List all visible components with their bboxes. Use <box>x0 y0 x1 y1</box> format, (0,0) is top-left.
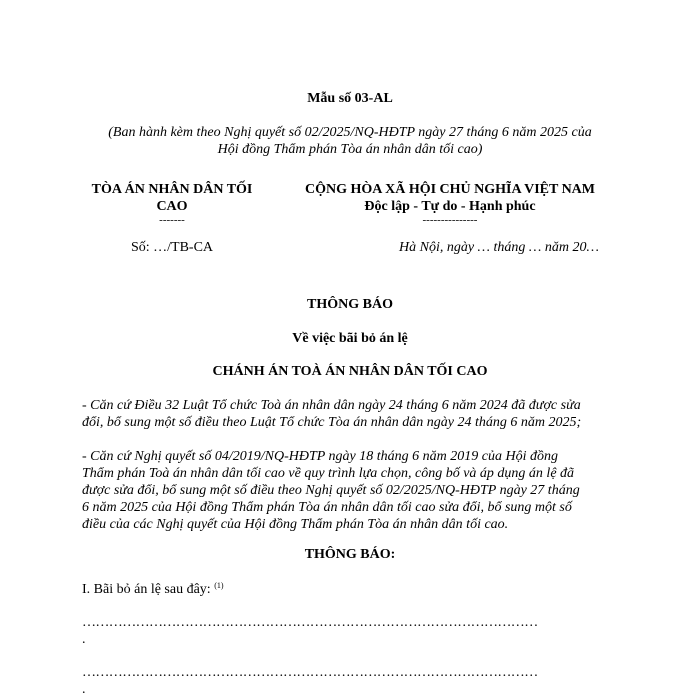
issued-line-2: Hội đồng Thẩm phán Tòa án nhân dân tối cao) <box>217 142 483 157</box>
agency-name-line-2: CAO <box>156 199 188 214</box>
basis-paragraph-2-line-2: Thẩm phán Toà án nhân dân tối cao về quy trình lựa chọn, công bố và áp dụng án lệ đã <box>82 466 575 481</box>
issued-line-1: (Ban hành kèm theo Nghị quyết số 02/2025/NQ-HĐTP ngày 27 tháng 6 năm 2025 của <box>108 125 592 140</box>
basis-paragraph-2-line-3: được sửa đổi, bổ sung một số điều theo Nghị quyết số 02/2025/NQ-HĐTP ngày 27 tháng <box>82 483 580 498</box>
basis-paragraph-2-line-4: 6 năm 2025 của Hội đồng Thẩm phán Tòa án nhân dân tối cao sửa đổi, bổ sung một số <box>82 500 572 515</box>
notice-title: THÔNG BÁO <box>307 297 393 312</box>
basis-paragraph-1-line-2: đổi, bổ sung một số điều theo Luật Tổ chức Tòa án nhân dân ngày 24 tháng 6 năm 2025; <box>82 415 582 430</box>
item-1-footnote-ref: (1) <box>214 581 224 590</box>
notice-subject: Về việc bãi bỏ án lệ <box>292 331 408 346</box>
blank-line-1: ………………………………………………………………………………………… <box>82 615 538 630</box>
form-code: Mẫu số 03-AL <box>307 91 393 106</box>
basis-paragraph-1-line-1: - Căn cứ Điều 32 Luật Tổ chức Toà án nhân dân ngày 24 tháng 6 năm 2024 đã được sửa <box>82 398 581 413</box>
country-name: CỘNG HÒA XÃ HỘI CHỦ NGHĨA VIỆT NAM <box>304 182 595 197</box>
country-rule: --------------- <box>422 214 478 226</box>
item-1-label: I. Bãi bỏ án lệ sau đây: <box>82 582 211 597</box>
blank-line-2-end: . <box>82 682 86 697</box>
basis-paragraph-2-line-5: điều của các Nghị quyết của Hội đồng Thẩm phán Tòa án nhân dân tối cao. <box>82 517 509 532</box>
basis-paragraph-2-line-1: - Căn cứ Nghị quyết số 04/2019/NQ-HĐTP ngày 18 tháng 6 năm 2019 của Hội đồng <box>82 449 558 464</box>
item-1 <box>82 581 224 598</box>
blank-line-2: ………………………………………………………………………………………… <box>82 665 538 680</box>
agency-rule: ------- <box>159 214 185 226</box>
blank-line-1-end: . <box>82 632 86 647</box>
issuing-authority: CHÁNH ÁN TOÀ ÁN NHÂN DÂN TỐI CAO <box>212 364 488 379</box>
place-date: Hà Nội, ngày … tháng … năm 20… <box>399 240 599 255</box>
country-motto: Độc lập - Tự do - Hạnh phúc <box>364 199 536 214</box>
agency-name-line-1: TÒA ÁN NHÂN DÂN TỐI <box>91 182 253 197</box>
document-number: Số: …/TB-CA <box>130 240 214 255</box>
notice-heading: THÔNG BÁO: <box>304 547 396 562</box>
